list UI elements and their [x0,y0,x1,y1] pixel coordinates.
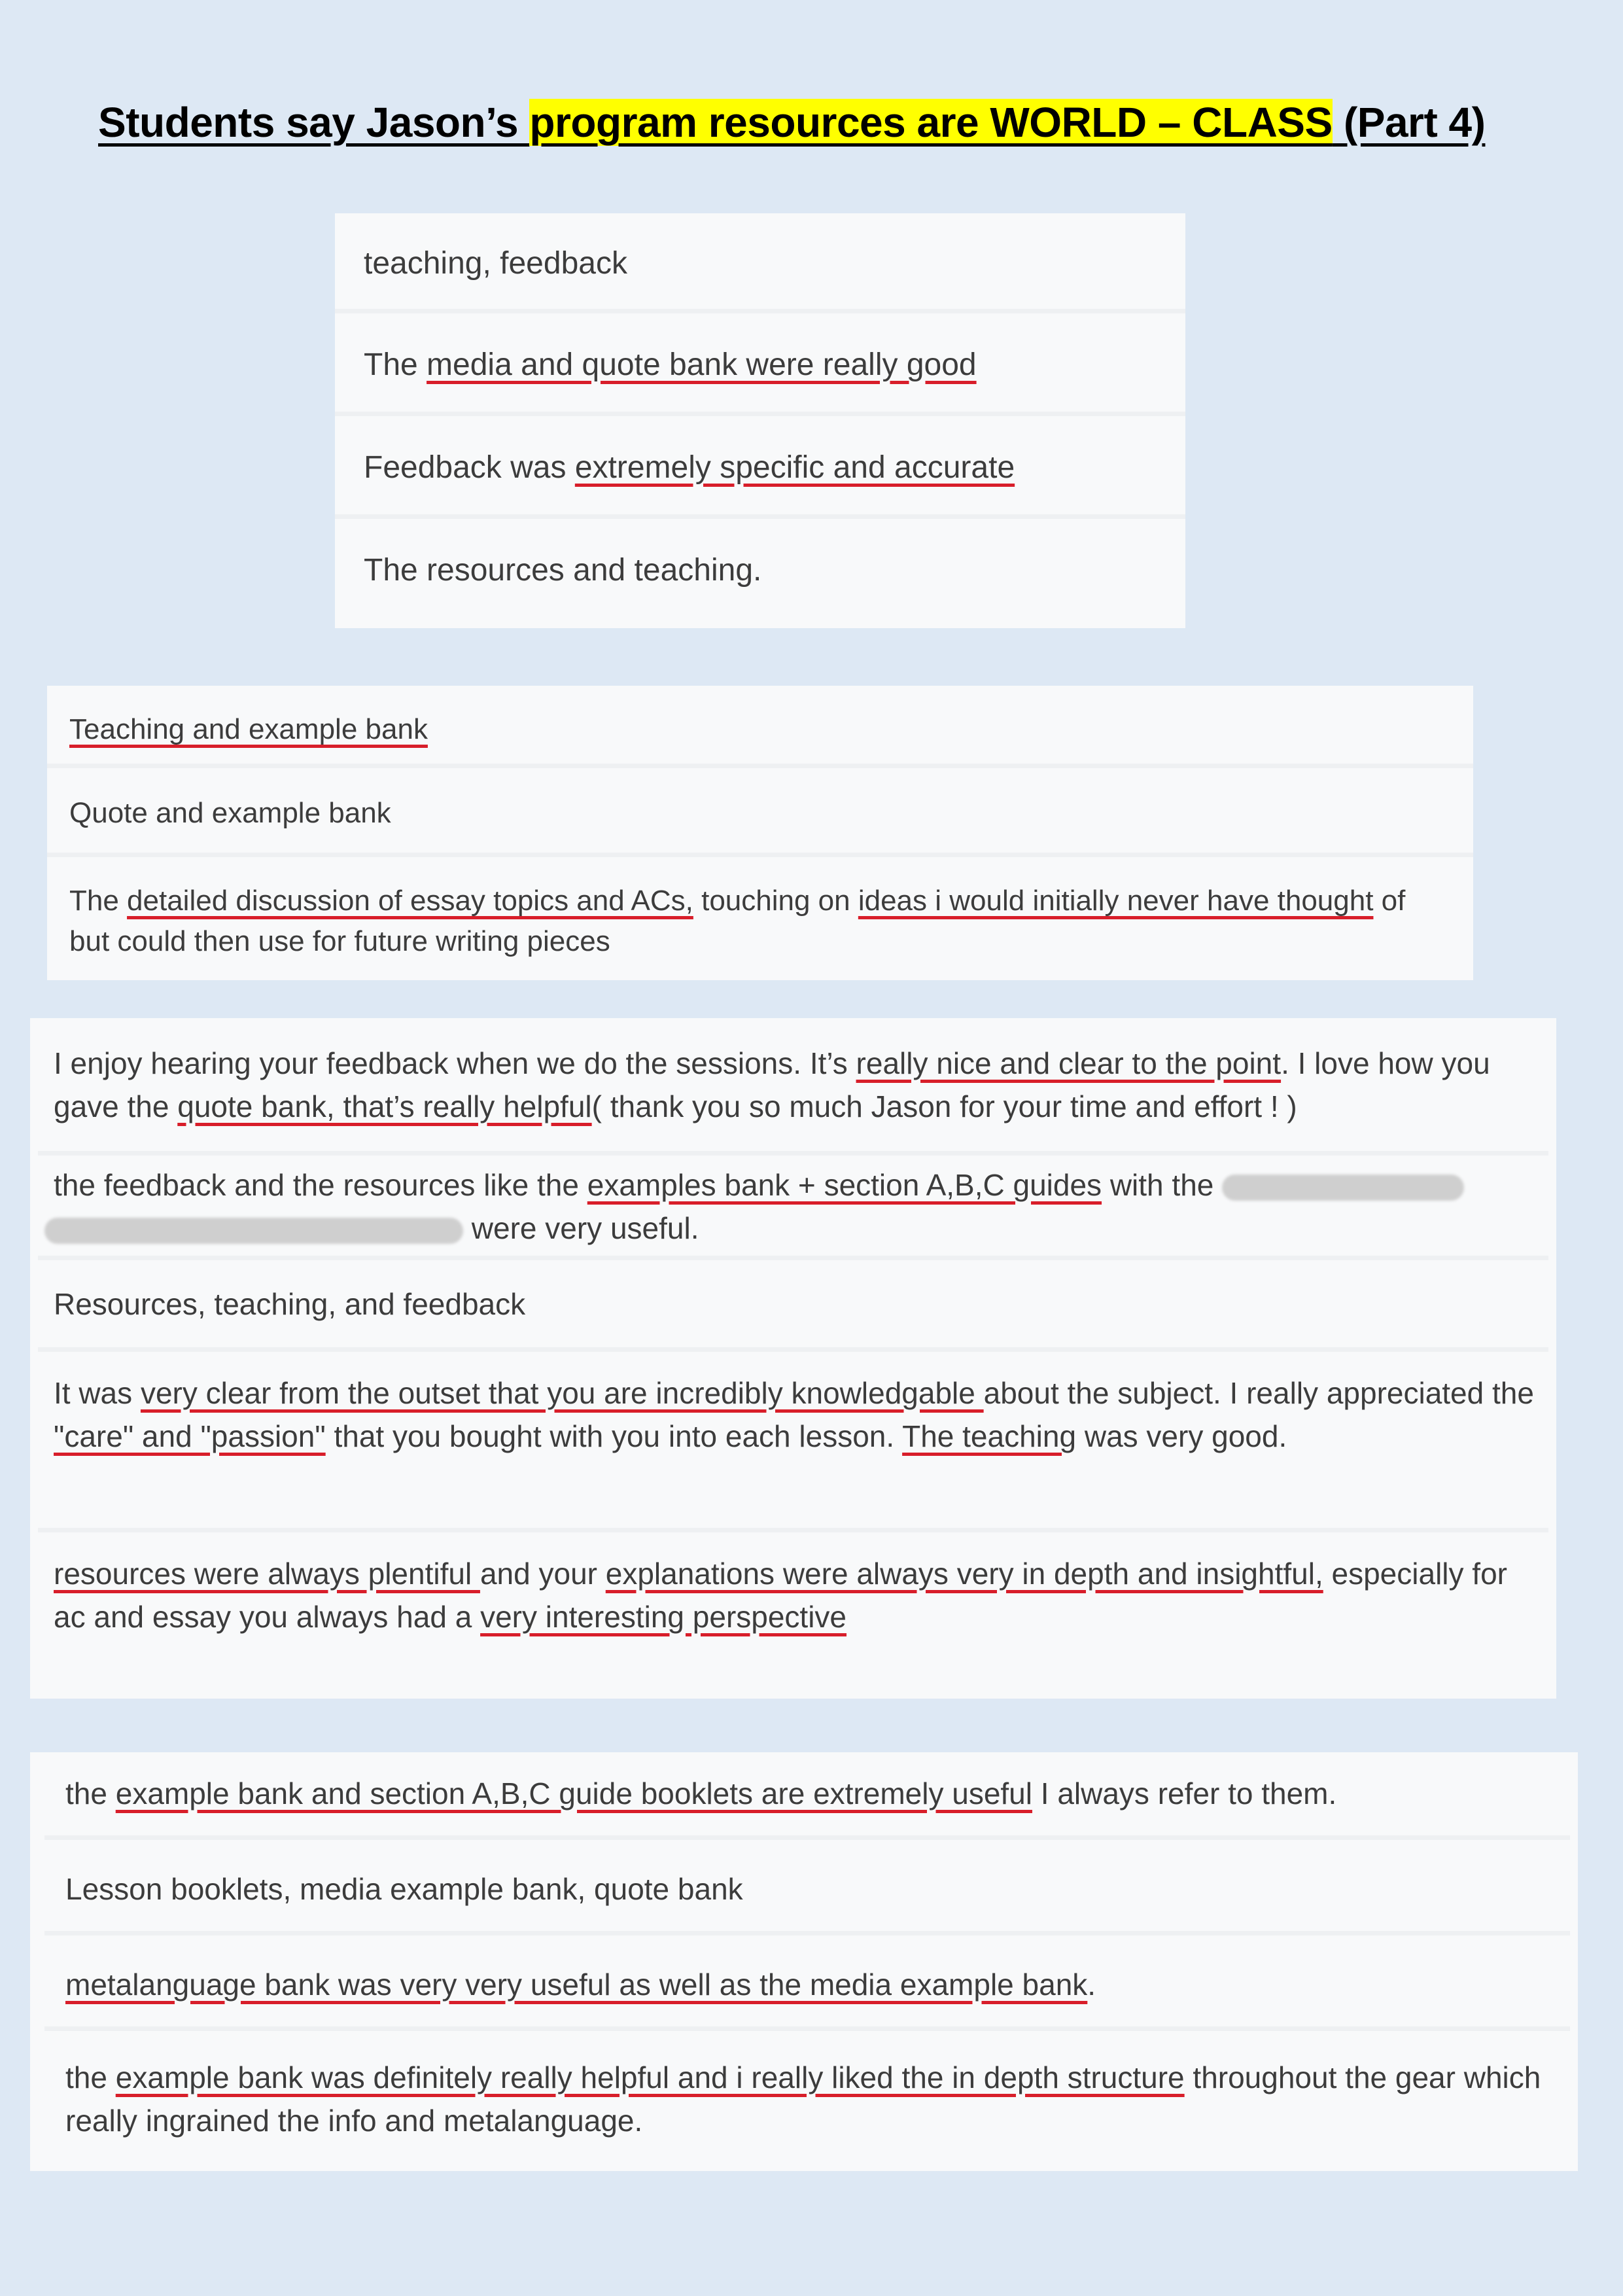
feedback-card-1 [335,213,1185,628]
comment-text: ( thank you so much Jason for your time and effort ! ) [591,1089,1297,1123]
comment-row [38,1026,1548,1156]
underlined-phrase: very clear from the outset that you are incredibly knowledgable [140,1376,984,1410]
underlined-phrase: resources were always plentiful [54,1557,480,1591]
comment-row [335,213,1185,313]
underlined-phrase: "care" and "passion" [54,1419,326,1453]
comment-row [38,1352,1548,1532]
underlined-phrase: example bank was definitely really helpful and i really liked the in depth structure [115,2060,1185,2094]
feedback-card-3 [30,1018,1556,1699]
comment-row [38,1156,1548,1260]
underlined-phrase: very interesting perspective [480,1600,847,1634]
comment-text: teaching, feedback [364,246,627,281]
comment-text: especially for ac and essay you always had a [54,1557,1507,1634]
comment-text: of but could then use for future writing pieces [69,885,1406,957]
comment-text: The [69,885,128,917]
underlined-phrase: example bank and section A,B,C guide booklets are extremely useful [115,1776,1032,1810]
comment-row [335,519,1185,628]
comment-text: that you bought with you into each lesson. [325,1419,903,1453]
underlined-phrase: detailed discussion of essay topics and ACs, [127,885,693,917]
comment-text: with the [1102,1168,1223,1202]
comment-row [44,1935,1570,2031]
comment-text: the [65,2060,116,2094]
comment-text: the [65,1776,116,1810]
comment-text: Resources, teaching, and feedback [54,1287,526,1321]
comment-text: Feedback was [364,450,575,485]
comment-text: . I love how you gave the [54,1046,1490,1123]
comment-text: about the subject. I really appreciated the [983,1376,1534,1410]
comment-text: were very useful. [463,1211,699,1245]
comment-text: Lesson booklets, media example bank, quote bank [65,1872,743,1906]
title-text-start: Students say Jason’s [98,99,530,146]
underlined-phrase: Teaching and example bank [69,713,428,745]
comment-row [47,686,1473,768]
comment-text: The [364,347,427,382]
comment-text: throughout the gear which really ingrained the info and metalanguage. [65,2060,1541,2138]
comment-row [44,1752,1570,1840]
underlined-phrase: quote bank, that’s really helpful [177,1089,592,1123]
underlined-phrase: examples bank + section A,B,C guides [587,1168,1102,1202]
comment-row [44,1840,1570,1935]
comment-row [38,1532,1548,1691]
page-title [98,98,1524,147]
underlined-phrase: The teaching [902,1419,1077,1453]
comment-text: and your [480,1557,606,1591]
comment-text: I always refer to them. [1032,1776,1337,1810]
comment-text: . [1087,1968,1096,2002]
feedback-card-4 [30,1752,1578,2171]
underlined-phrase: ideas i would initially never have thought [858,885,1374,917]
comment-row [47,768,1473,857]
title-text-end: (Part 4) [1332,99,1486,146]
redacted-text [44,1218,463,1244]
feedback-card-2 [47,686,1473,980]
comment-text: It was [54,1376,141,1410]
comment-row [47,857,1473,980]
comment-row [44,2031,1570,2163]
underlined-phrase: media and quote bank were really good [427,347,977,382]
underlined-phrase: really nice and clear to the point [856,1046,1282,1080]
underlined-phrase: metalanguage bank was very very useful as well as the media example bank [65,1968,1088,2002]
comment-text: the feedback and the resources like the [54,1168,587,1202]
comment-row [38,1260,1548,1352]
comment-text: The resources and teaching. [364,553,762,588]
comment-text: Quote and example bank [69,797,391,829]
comment-text: was very good. [1076,1419,1287,1453]
comment-text: I enjoy hearing your feedback when we do the sessions. It’s [54,1046,856,1080]
comment-text: touching on [693,885,858,917]
underlined-phrase: extremely specific and accurate [574,450,1015,485]
title-highlight: program resources are WORLD – CLASS [529,99,1333,146]
redacted-text [1222,1174,1464,1201]
underlined-phrase: explanations were always very in depth and insightful, [605,1557,1323,1591]
comment-row [335,416,1185,519]
comment-row [335,313,1185,416]
